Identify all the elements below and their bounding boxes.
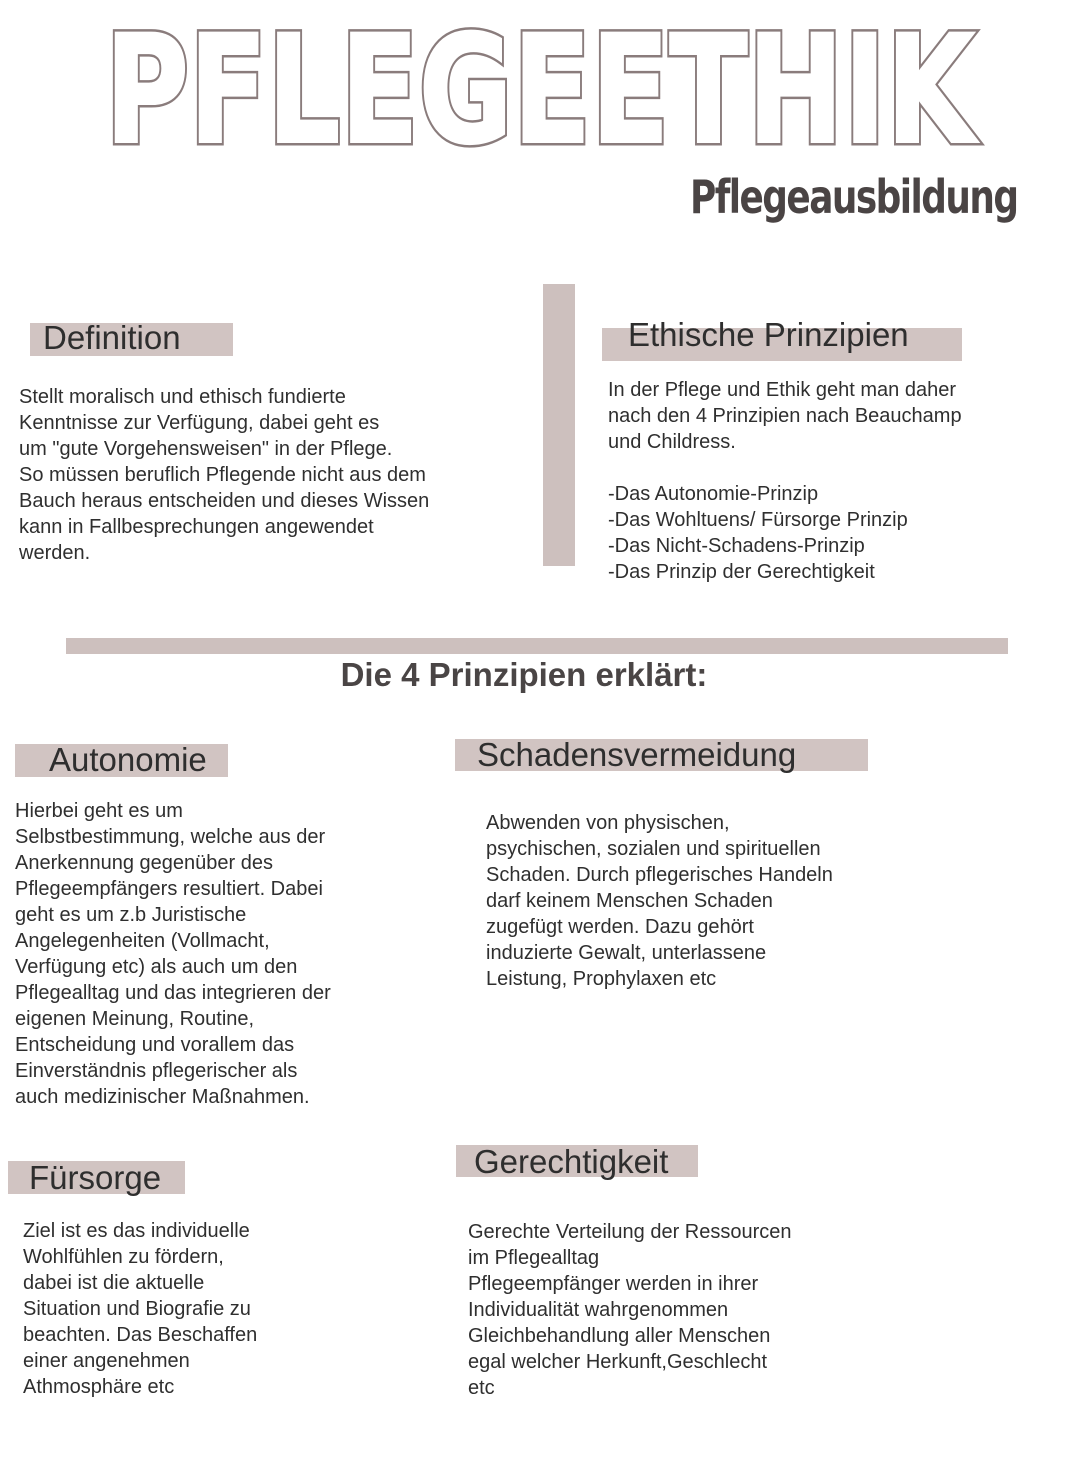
text-line: eigenen Meinung, Routine, xyxy=(15,1008,255,1030)
text-line: Ziel ist es das individuelle xyxy=(23,1220,250,1242)
autonomie-heading: Autonomie xyxy=(49,741,207,778)
text-line: Angelegenheiten (Vollmacht, xyxy=(15,930,270,952)
text-line: Selbstbestimmung, welche aus der xyxy=(15,826,326,848)
page-title-text: PFLEGEETHIK xyxy=(105,4,979,175)
text-line xyxy=(608,455,962,481)
text-line: Schaden. Durch pflegerisches Handeln xyxy=(486,864,833,886)
fuersorge-heading: Fürsorge xyxy=(29,1159,162,1196)
text-line: beachten. Das Beschaffen xyxy=(23,1324,258,1346)
gerechtigkeit-heading: Gerechtigkeit xyxy=(474,1143,669,1180)
text-line: um "gute Vorgehensweisen" in der Pflege. xyxy=(19,438,393,460)
subtitle: Pflegeausbildung xyxy=(690,170,1018,224)
principle-list-item: -Das Autonomie-Prinzip xyxy=(608,483,819,505)
text-line: Verfügung etc) als auch um den xyxy=(15,956,298,978)
text-line: Gerechte Verteilung der Ressourcen xyxy=(468,1221,792,1243)
text-line: Individualität wahrgenommen xyxy=(468,1299,729,1321)
text-line: etc xyxy=(468,1377,495,1399)
page-title-inner-line: PFLEGEETHIK xyxy=(105,4,979,175)
text-line: Entscheidung und vorallem das xyxy=(15,1034,295,1056)
definition-heading: Definition xyxy=(43,319,181,356)
principle-list-item: -Das Wohltuens/ Fürsorge Prinzip xyxy=(608,509,908,531)
autonomie-text xyxy=(15,798,331,1110)
text-line: In der Pflege und Ethik geht man daher xyxy=(608,379,957,401)
text-line: im Pflegealltag xyxy=(468,1247,600,1269)
text-line: darf keinem Menschen Schaden xyxy=(486,890,773,912)
text-line: dabei ist die aktuelle xyxy=(23,1272,205,1294)
text-line: nach den 4 Prinzipien nach Beauchamp xyxy=(608,405,962,427)
text-line: werden. xyxy=(19,542,91,564)
vertical-divider xyxy=(543,284,575,566)
text-line: Gleichbehandlung aller Menschen xyxy=(468,1325,771,1347)
text-line: Bauch heraus entscheiden und dieses Wissen xyxy=(19,490,430,512)
page-title xyxy=(60,0,1020,175)
section-heading xyxy=(0,656,1080,694)
text-line: Pflegeempfänger werden in ihrer xyxy=(468,1273,759,1295)
text-line: So müssen beruflich Pflegende nicht aus dem xyxy=(19,464,426,486)
text-line: Athmosphäre etc xyxy=(23,1376,175,1398)
text-line: induzierte Gewalt, unterlassene xyxy=(486,942,767,964)
principle-list-item: -Das Nicht-Schadens-Prinzip xyxy=(608,535,865,557)
text-line: zugefügt werden. Dazu gehört xyxy=(486,916,754,938)
schadensvermeidung-heading: Schadensvermeidung xyxy=(477,736,797,773)
text-line: Kenntnisse zur Verfügung, dabei geht es xyxy=(19,412,380,434)
text-line: auch medizinischer Maßnahmen. xyxy=(15,1086,310,1108)
schadensvermeidung-text xyxy=(486,810,833,992)
text-line: Stellt moralisch und ethisch fundierte xyxy=(19,386,346,408)
text-line: Abwenden von physischen, xyxy=(486,812,730,834)
gerechtigkeit-text xyxy=(468,1219,792,1401)
text-line: kann in Fallbesprechungen angewendet xyxy=(19,516,374,538)
text-line: Leistung, Prophylaxen etc xyxy=(486,968,717,990)
fuersorge-text xyxy=(23,1218,257,1400)
text-line: Pflegeempfängers resultiert. Dabei xyxy=(15,878,323,900)
text-line: psychischen, sozialen und spirituellen xyxy=(486,838,821,860)
text-line: Einverständnis pflegerischer als xyxy=(15,1060,298,1082)
text-line: Pflegealltag und das integrieren der xyxy=(15,982,331,1004)
text-line: Wohlfühlen zu fördern, xyxy=(23,1246,224,1268)
section-heading-text: Die 4 Prinzipien erklärt: xyxy=(340,656,708,693)
text-line: Hierbei geht es um xyxy=(15,800,183,822)
definition-text xyxy=(19,384,429,566)
ethics-heading: Ethische Prinzipien xyxy=(628,316,909,353)
text-line: einer angenehmen xyxy=(23,1350,190,1372)
text-line: und Childress. xyxy=(608,431,736,453)
text-line: geht es um z.b Juristische xyxy=(15,904,247,926)
principle-list-item: -Das Prinzip der Gerechtigkeit xyxy=(608,561,875,583)
horizontal-divider xyxy=(66,638,1008,654)
text-line: egal welcher Herkunft,Geschlecht xyxy=(468,1351,768,1373)
ethics-text xyxy=(608,377,962,585)
text-line: Anerkennung gegenüber des xyxy=(15,852,273,874)
text-line: Situation und Biografie zu xyxy=(23,1298,251,1320)
